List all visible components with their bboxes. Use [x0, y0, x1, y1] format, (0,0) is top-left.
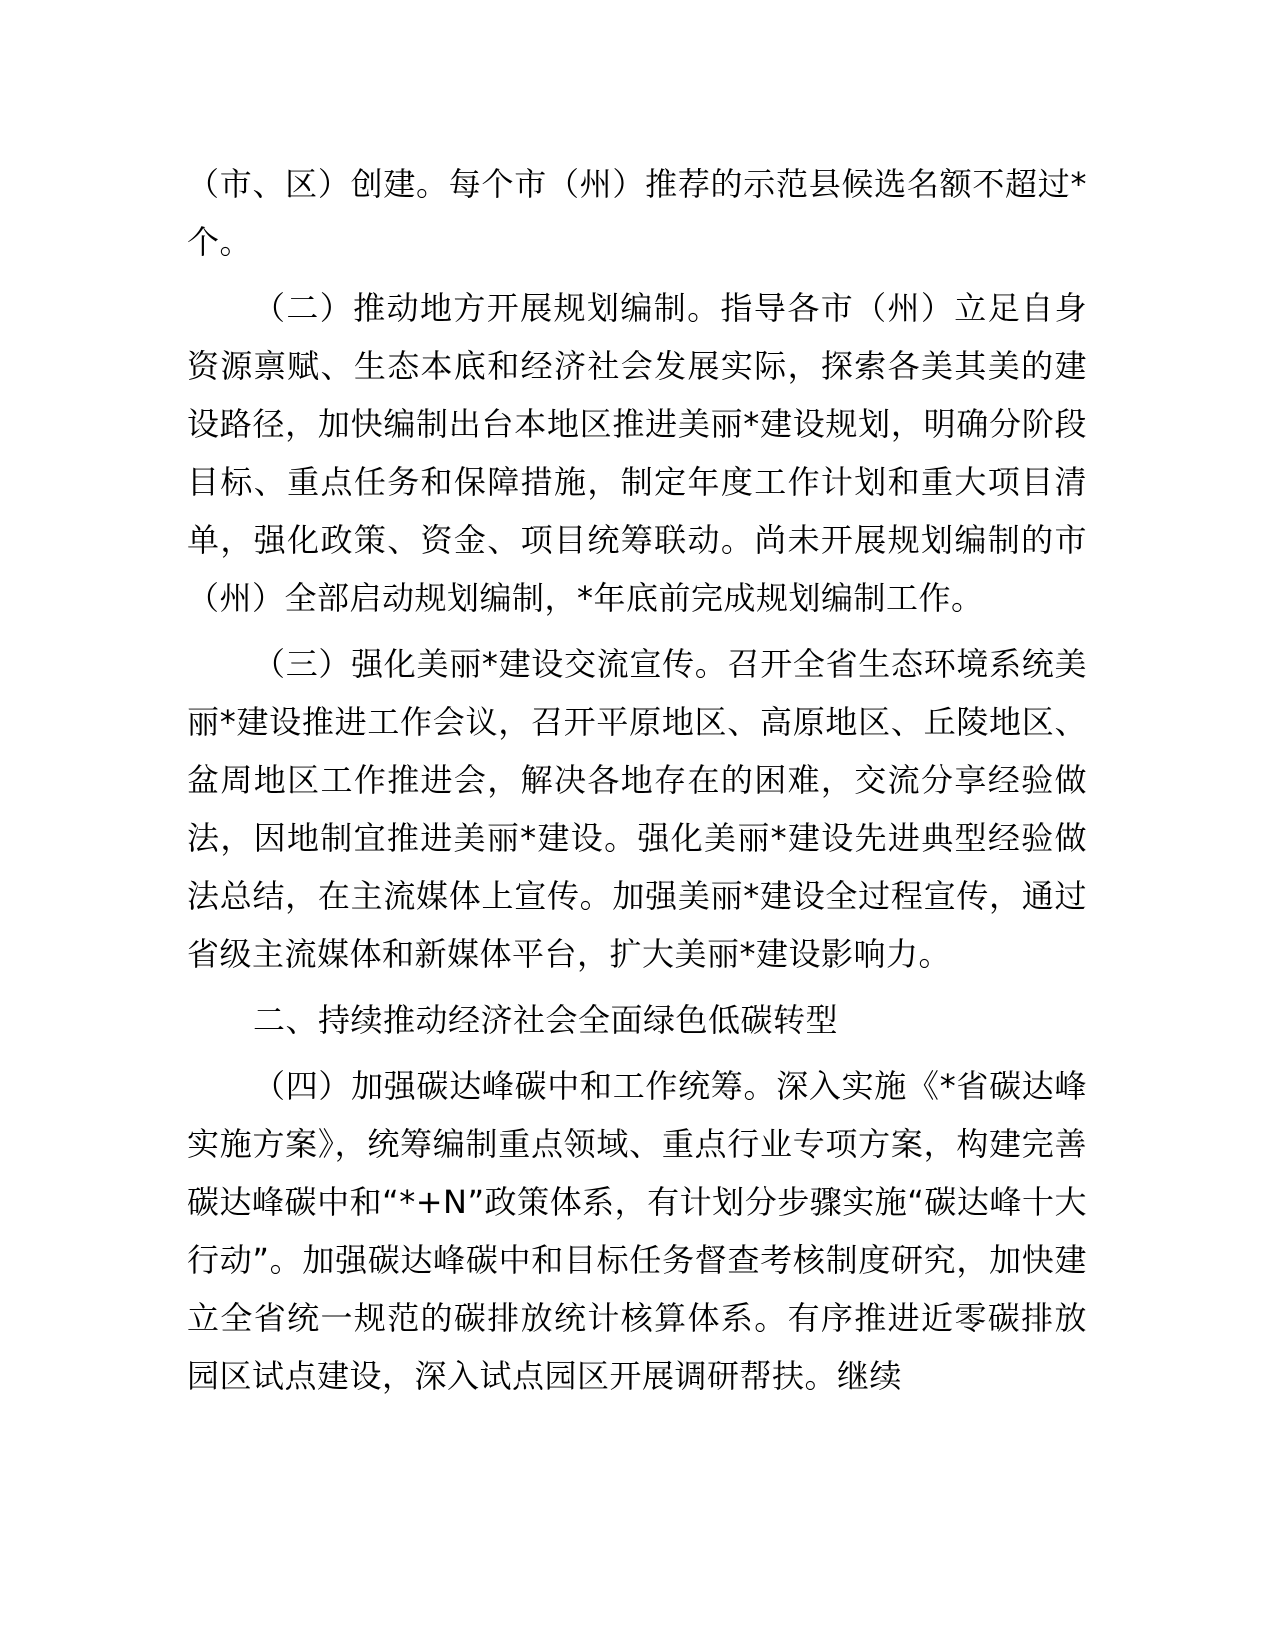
paragraph-section-2: （二）推动地方开展规划编制。指导各市（州）立足自身资源禀赋、生态本底和经济社会发展实际，探索各美其美的建设路径，加快编制出台本地区推进美丽*建设规划，明确分阶段目标、重点任务和保障措施，制定年度工作计划和重大项目清单，强化政策、资金、项目统筹联动。尚未开展规划编制的市（州）全部启动规划编制，*年底前完成规划编制工作。 — [187, 289, 1087, 617]
paragraph-continuation: （市、区）创建。每个市（州）推荐的示范县候选名额不超过*个。 — [187, 165, 1087, 261]
paragraph-section-4: （四）加强碳达峰碳中和工作统筹。深入实施《*省碳达峰实施方案》，统筹编制重点领域、重点行业专项方案，构建完善碳达峰碳中和“*+N”政策体系，有计划分步骤实施“碳达峰十大行动”。加强碳达峰碳中和目标任务督查考核制度研究，加快建立全省统一规范的碳排放统计核算体系。有序推进近零碳排放园区试点建设，深入试点园区开展调研帮扶。继续 — [187, 1067, 1087, 1395]
section-heading: 二、持续推动经济社会全面绿色低碳转型 — [253, 1001, 839, 1039]
document-body — [187, 155, 1087, 1413]
paragraph-section-3: （三）强化美丽*建设交流宣传。召开全省生态环境系统美丽*建设推进工作会议，召开平原地区、高原地区、丘陵地区、盆周地区工作推进会，解决各地存在的困难，交流分享经验做法，因地制宜推进美丽*建设。强化美丽*建设先进典型经验做法总结，在主流媒体上宣传。加强美丽*建设全过程宣传，通过省级主流媒体和新媒体平台，扩大美丽*建设影响力。 — [187, 645, 1087, 973]
